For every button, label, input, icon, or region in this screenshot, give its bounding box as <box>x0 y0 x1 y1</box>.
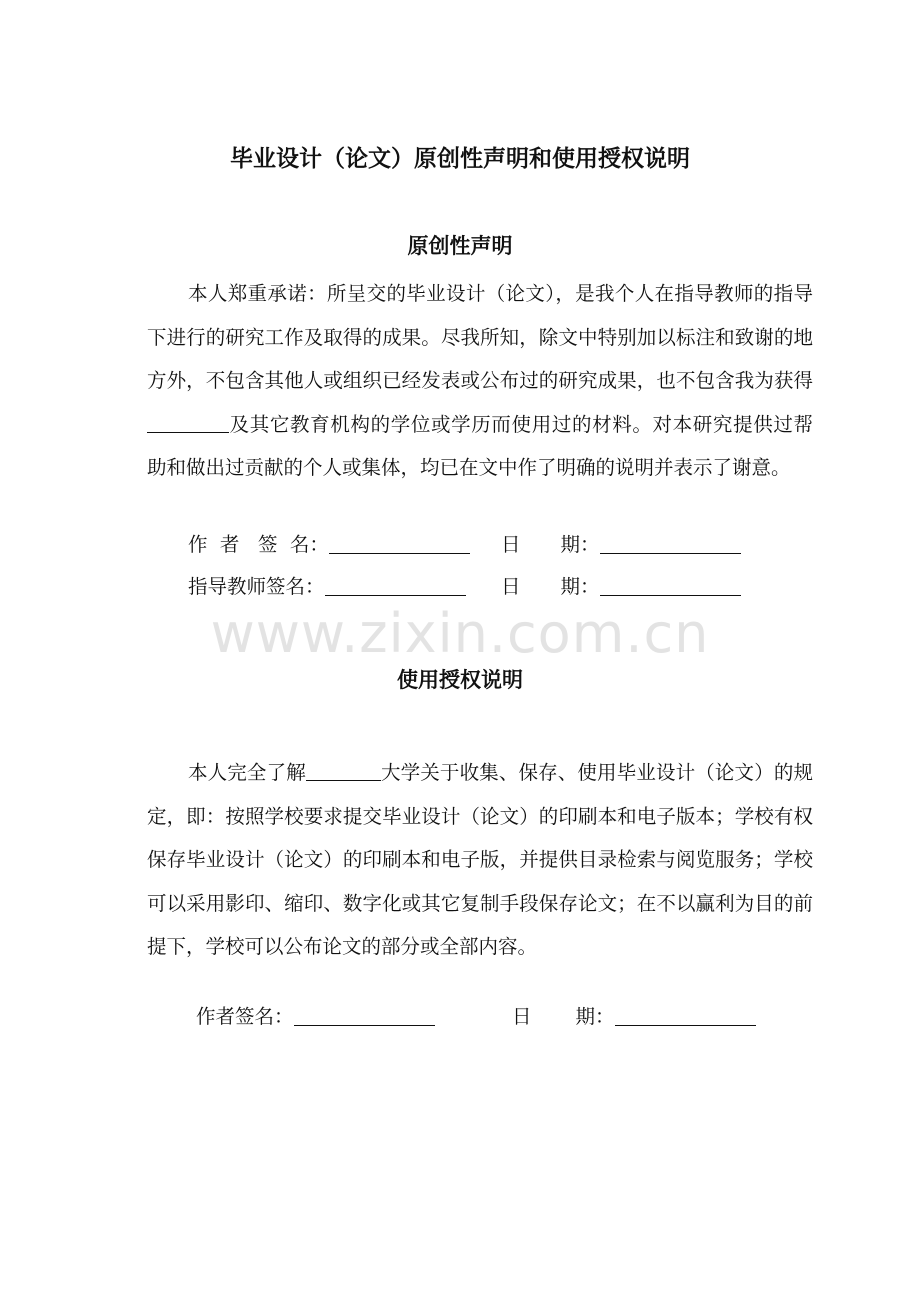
authorization-statement <box>147 751 813 969</box>
supervisor-date-row <box>501 575 741 599</box>
document-title: 毕业设计（论文）原创性声明和使用授权说明 <box>230 146 690 172</box>
university-blank-line <box>306 758 381 781</box>
date-label-day: 日 <box>501 575 521 598</box>
supervisor-signature-row <box>188 575 466 599</box>
authorization-heading: 使用授权说明 <box>397 668 523 692</box>
authorization-author-label: 作者签名： <box>196 1005 294 1028</box>
originality-text-2: 及其它教育机构的学位或学历而使用过的材料。对本研究提供过帮助和做出过贡献的个人或集体，均已在文中作了明确的说明并表示了谢意。 <box>147 412 813 479</box>
date-label-period: 期： <box>560 575 600 598</box>
supervisor-signature-line <box>325 575 466 596</box>
authorization-date-line <box>615 1005 756 1026</box>
authorization-author-line <box>294 1005 435 1026</box>
authorization-date-row <box>512 1005 756 1029</box>
authorization-text-2: 大学关于收集、保存、使用毕业设计（论文）的规定，即：按照学校要求提交毕业设计（论文）的印刷本和电子版本；学校有权保存毕业设计（论文）的印刷本和电子版，并提供目录检索与阅览服务；学校可以采用影印、缩印、数字化或其它复制手段保存论文；在不以赢利为目的前提下，学校可以公布论文的部分或全部内容。 <box>147 761 813 958</box>
supervisor-date-line <box>600 575 741 596</box>
author-date-row <box>501 533 741 557</box>
date-label-period: 期： <box>560 533 600 556</box>
date-label-day: 日 <box>512 1005 532 1028</box>
date-label-period: 期： <box>575 1005 615 1028</box>
originality-heading: 原创性声明 <box>407 234 513 258</box>
supervisor-sign-label: 指导教师签名： <box>188 575 325 598</box>
author-date-line <box>600 533 741 554</box>
originality-text-1: 本人郑重承诺：所呈交的毕业设计（论文），是我个人在指导教师的指导下进行的研究工作及取得的成果。尽我所知，除文中特别加以标注和致谢的地方外，不包含其他人或组织已经发表或公布过的研究成果，也不包含我为获得 <box>147 282 813 392</box>
authorization-author-row <box>196 1005 435 1029</box>
authorization-text-1: 本人完全了解 <box>188 761 306 784</box>
author-signature-line <box>329 533 470 554</box>
author-signature-row <box>188 533 470 557</box>
institution-blank-line <box>147 410 229 433</box>
originality-statement <box>147 272 813 490</box>
date-label-day: 日 <box>501 533 521 556</box>
watermark-text: www.zixin.com.cn <box>210 602 710 665</box>
author-sign-label: 作 者 签 名： <box>188 533 329 556</box>
